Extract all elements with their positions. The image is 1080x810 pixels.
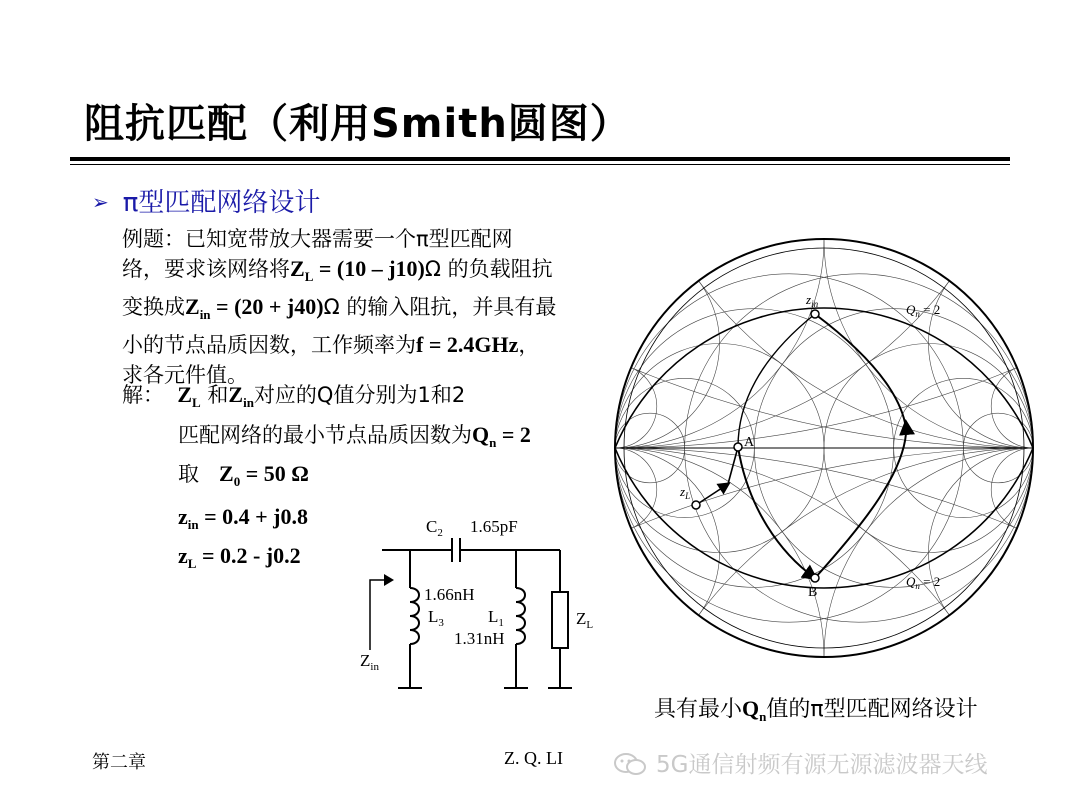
label-zin: $Z_{in}$ [360,651,379,673]
sol-q-value: = 2 [496,422,531,447]
value-l3: 1.66nH [424,585,475,604]
example-paragraph [122,224,556,390]
caption-pre: 具有最小 [654,697,743,722]
sol-zin-norm-sym: z [178,504,188,529]
zin-sub: in [199,307,211,322]
capacitor-c2 [452,538,460,562]
example-line-2 [122,254,556,292]
zin-sym: Z [185,294,200,319]
footer-chapter: 第二章 [92,752,146,773]
title-rule-thick [70,157,1010,161]
sol-zin-sym: Z [228,382,244,407]
example-text-2b: 的负载阻抗 [440,257,553,281]
value-l1: 1.31nH [454,629,505,648]
load-resistor [552,592,568,648]
sol-zin-sub: in [243,395,254,410]
zl-symbol [290,256,425,284]
caption-q-sub: n [759,709,767,724]
sol-q-sub: n [489,435,497,450]
label-b: B [808,585,818,600]
susceptance-arc [610,448,824,678]
reactance-arc [824,448,1040,678]
bullet-text: π型匹配网络设计 [122,188,321,218]
label-l3: $L_3$ [428,607,444,629]
inductor-l1 [516,588,525,644]
sol-zin-norm-sub: in [187,517,199,532]
sol-text-2: 匹配网络的最小节点品质因数为 [178,423,472,447]
solution-line-4 [178,502,308,540]
zl-value: = (10 – j10) [313,256,425,281]
example-line-4 [122,330,556,360]
caption-post: 值的π型匹配网络设计 [766,697,978,722]
pi-network-circuit [350,510,610,695]
caption-q: Q [742,696,760,721]
susceptance-arc [610,448,1040,678]
sol-zl-norm-value: = 0.2 - j0.2 [196,543,301,568]
reactance-arc [610,448,1040,678]
sol-q-sym: Q [472,422,490,447]
slide-title: 阻抗匹配（利用Smith圆图） [84,101,631,147]
label-zl: $z_L$ [680,484,691,501]
solution-line-5 [178,541,301,579]
smith-chart [610,238,1040,678]
point-b [811,574,819,582]
sol-z0-sub: 0 [233,474,241,489]
susceptance-arc [610,238,1040,448]
solution-line-2 [178,420,531,458]
figure-caption [654,692,978,725]
sol-zl-sub: L [192,395,201,410]
sol-zl-norm-sym: z [178,543,188,568]
zl-sub: L [304,269,314,284]
example-text-4: 小的节点品质因数，工作频率为 [122,333,416,357]
sol-text-3: 取 [178,462,199,486]
path-b-up [815,423,906,578]
sol-zin-norm-value: = 0.4 + j0.8 [198,504,309,529]
label-a: A [744,435,755,450]
zin-value: = (20 + j40) [210,294,324,319]
label-q-top: $Q_n = 2$ [906,302,941,319]
zin-arrow-line [370,580,384,650]
arrow-bullet-icon: ➢ [92,190,109,214]
point-zl [692,501,700,509]
example-text-5: 求各元件值。 [122,363,248,387]
value-c2: 1.65pF [470,517,518,536]
example-text-1: 已知宽带放大器需要一个π型匹配网 [185,227,513,251]
example-text-3a: 变换成 [122,295,185,319]
susceptance-arc [610,448,1033,678]
sol-z0-value: = 50 Ω [240,461,309,486]
sol-zl-norm-sub: L [187,556,197,571]
title-rule-thin [70,164,1010,165]
solution-label: 解： [122,383,164,407]
path-a-to-b [738,447,815,578]
zin-symbol [185,294,324,322]
solution-line-1 [122,380,465,418]
watermark [612,746,987,779]
ohm-2: Ω [323,295,340,319]
reactance-arc [615,238,1040,448]
reactance-arc [610,238,1040,448]
label-q-bottom: $Q_n = 2$ [906,574,941,591]
point-zin [811,310,819,318]
inductor-l3 [410,588,419,644]
label-zl: $Z_L$ [576,609,594,631]
bullet-heading [92,182,320,219]
example-text-4b: ， [518,333,540,357]
label-c2: $C_2$ [426,517,443,539]
example-line-1 [122,224,556,254]
zl-sym: Z [290,256,305,281]
zin-arrow-head [384,574,394,586]
sol-text-1: 对应的Q值分别为1和2 [253,383,466,407]
path-zin-left-arc [738,314,815,447]
wechat-icon [612,752,648,776]
example-line-3 [122,292,556,330]
example-label: 例题： [122,227,185,251]
solution-line-3 [178,459,309,497]
watermark-text: 5G通信射频有源无源滤波器天线 [656,752,988,778]
path-a-segment [728,447,738,484]
label-zin: $z_{in}$ [806,292,819,309]
example-text-2a: 络，要求该网络将 [122,257,290,281]
ohm-1: Ω [424,257,441,281]
sol-and: 和 [200,383,229,407]
footer-author: Z. Q. LI [504,748,563,768]
frequency-value: f = 2.4GHz [416,332,519,357]
point-a [734,443,742,451]
example-text-3b: 的输入阻抗，并具有最 [339,295,557,319]
path-zl-to-a [696,484,728,505]
sol-zl-sym: Z [177,382,193,407]
label-l1: $L_1$ [488,607,504,629]
sol-z0-sym: Z [219,461,234,486]
